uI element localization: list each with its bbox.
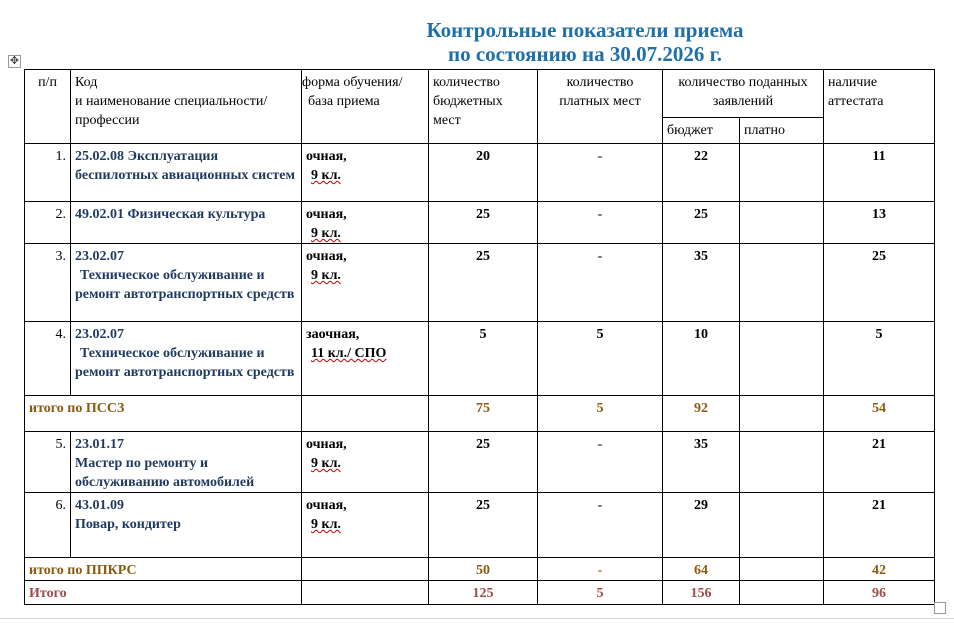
row-paid: -: [538, 244, 663, 322]
subtotal-app-budget: 92: [663, 396, 740, 432]
grand-total-paid: 5: [538, 581, 663, 605]
table-row: [25, 432, 935, 493]
subtotal-cert: 42: [824, 558, 935, 581]
row-app-budget: 10: [663, 322, 740, 396]
row-code: [71, 244, 302, 322]
row-app-budget: 35: [663, 432, 740, 493]
row-form-base: 9 кл.: [311, 517, 341, 532]
row-budget: 25: [429, 432, 538, 493]
subtotal-app-paid: [740, 558, 824, 581]
row-form-base: 9 кл.: [311, 168, 341, 183]
row-form-base: 11 кл./ СПО: [311, 346, 387, 361]
subtotal-budget: 50: [429, 558, 538, 581]
row-code: [71, 493, 302, 558]
row-cert: 21: [824, 432, 935, 493]
subtotal-row-ppssz: [25, 396, 935, 432]
row-paid: -: [538, 202, 663, 244]
row-num: 4.: [25, 322, 71, 396]
row-form-base: 9 кл.: [311, 268, 341, 283]
row-num: 5.: [25, 432, 71, 493]
row-budget: 20: [429, 144, 538, 202]
grand-total-cert: 96: [824, 581, 935, 605]
row-form-type: заочная,: [306, 327, 360, 342]
row-app-budget: 22: [663, 144, 740, 202]
row-cert: 25: [824, 244, 935, 322]
row-code: [71, 322, 302, 396]
subtotal-empty: [302, 396, 429, 432]
header-row: [25, 70, 935, 118]
header-app-paid: платно: [740, 118, 824, 144]
row-app-paid: [740, 493, 824, 558]
subtotal-label: итого по ПССЗ: [25, 396, 302, 432]
row-cert: 13: [824, 202, 935, 244]
row-app-budget: 35: [663, 244, 740, 322]
row-form-type: очная,: [306, 437, 347, 452]
row-app-paid: [740, 432, 824, 493]
table-row: [25, 322, 935, 396]
subtotal-empty: [302, 558, 429, 581]
row-num: 6.: [25, 493, 71, 558]
title-line-1: Контрольные показатели приема: [426, 18, 744, 42]
header-paid-places: количество платных мест: [538, 70, 663, 144]
row-cert: 21: [824, 493, 935, 558]
row-app-paid: [740, 144, 824, 202]
header-certificate: наличие аттестата: [824, 70, 935, 144]
subtotal-cert: 54: [824, 396, 935, 432]
row-code-name: Техническое обслуживание и ремонт автотранспортных средств: [75, 346, 295, 380]
header-code-line1: Код: [75, 75, 98, 90]
row-code-name: Мастер по ремонту и обслуживанию автомобилей: [75, 456, 255, 490]
grand-total-label: Итого: [25, 581, 302, 605]
header-budget-places: количество бюджетных мест: [429, 70, 538, 144]
table-row: [25, 202, 935, 244]
row-code: [71, 432, 302, 493]
row-cert: 5: [824, 322, 935, 396]
grand-total-row: [25, 581, 935, 605]
grand-total-empty: [302, 581, 429, 605]
row-code-name: Техническое обслуживание и ремонт автотранспортных средств: [75, 268, 295, 302]
row-form: [302, 432, 429, 493]
row-form: [302, 322, 429, 396]
row-budget: 25: [429, 493, 538, 558]
row-paid: 5: [538, 322, 663, 396]
header-form-line2: база приема: [308, 94, 380, 109]
row-app-budget: 25: [663, 202, 740, 244]
header-form-line1: форма обучения/: [302, 75, 403, 90]
row-code-number: 23.02.07: [75, 327, 124, 342]
subtotal-row-ppkrs: [25, 558, 935, 581]
row-num: 1.: [25, 144, 71, 202]
row-cert: 11: [824, 144, 935, 202]
row-form-type: очная,: [306, 207, 347, 222]
row-budget: 5: [429, 322, 538, 396]
header-code-line2: и наименование специальности/профессии: [75, 94, 268, 128]
table-move-handle-icon[interactable]: ✥: [9, 55, 20, 67]
row-paid: -: [538, 493, 663, 558]
table-resize-handle-icon[interactable]: [934, 602, 946, 614]
row-code: 25.02.08 Эксплуатация беспилотных авиационных систем: [71, 144, 302, 202]
row-app-budget: 29: [663, 493, 740, 558]
row-form: [302, 244, 429, 322]
header-num: п/п: [25, 70, 71, 144]
row-code-number: 43.01.09: [75, 498, 124, 513]
row-form-type: очная,: [306, 149, 347, 164]
title-line-2: по состоянию на 30.07.2026 г.: [447, 42, 722, 66]
row-form-type: очная,: [306, 498, 347, 513]
subtotal-app-budget: 64: [663, 558, 740, 581]
header-app-budget: бюджет: [663, 118, 740, 144]
row-form: [302, 493, 429, 558]
table-row: [25, 144, 935, 202]
row-num: 2.: [25, 202, 71, 244]
grand-total-budget: 125: [429, 581, 538, 605]
header-form: [302, 70, 429, 144]
table-row: [25, 244, 935, 322]
row-code-number: 23.01.17: [75, 437, 124, 452]
admission-table: [24, 69, 935, 605]
row-form-base: 9 кл.: [311, 456, 341, 471]
subtotal-app-paid: [740, 396, 824, 432]
row-budget: 25: [429, 244, 538, 322]
subtotal-budget: 75: [429, 396, 538, 432]
row-form: [302, 144, 429, 202]
row-paid: -: [538, 432, 663, 493]
row-num: 3.: [25, 244, 71, 322]
row-code: 49.02.01 Физическая культура: [71, 202, 302, 244]
table-row: [25, 493, 935, 558]
grand-total-app-budget: 156: [663, 581, 740, 605]
row-app-paid: [740, 202, 824, 244]
subtotal-paid: -: [538, 558, 663, 581]
subtotal-paid: 5: [538, 396, 663, 432]
header-applications: количество поданных заявлений: [663, 70, 824, 118]
row-app-paid: [740, 244, 824, 322]
row-app-paid: [740, 322, 824, 396]
row-form-type: очная,: [306, 249, 347, 264]
row-form-base: 9 кл.: [311, 226, 341, 241]
row-paid: -: [538, 144, 663, 202]
header-code: [71, 70, 302, 144]
grand-total-app-paid: [740, 581, 824, 605]
row-code-number: 23.02.07: [75, 249, 124, 264]
subtotal-label: итого по ППКРС: [25, 558, 302, 581]
document-title: [330, 18, 840, 66]
page-bottom-divider: [0, 618, 954, 619]
row-code-name: Повар, кондитер: [75, 517, 181, 532]
row-budget: 25: [429, 202, 538, 244]
row-form: [302, 202, 429, 244]
